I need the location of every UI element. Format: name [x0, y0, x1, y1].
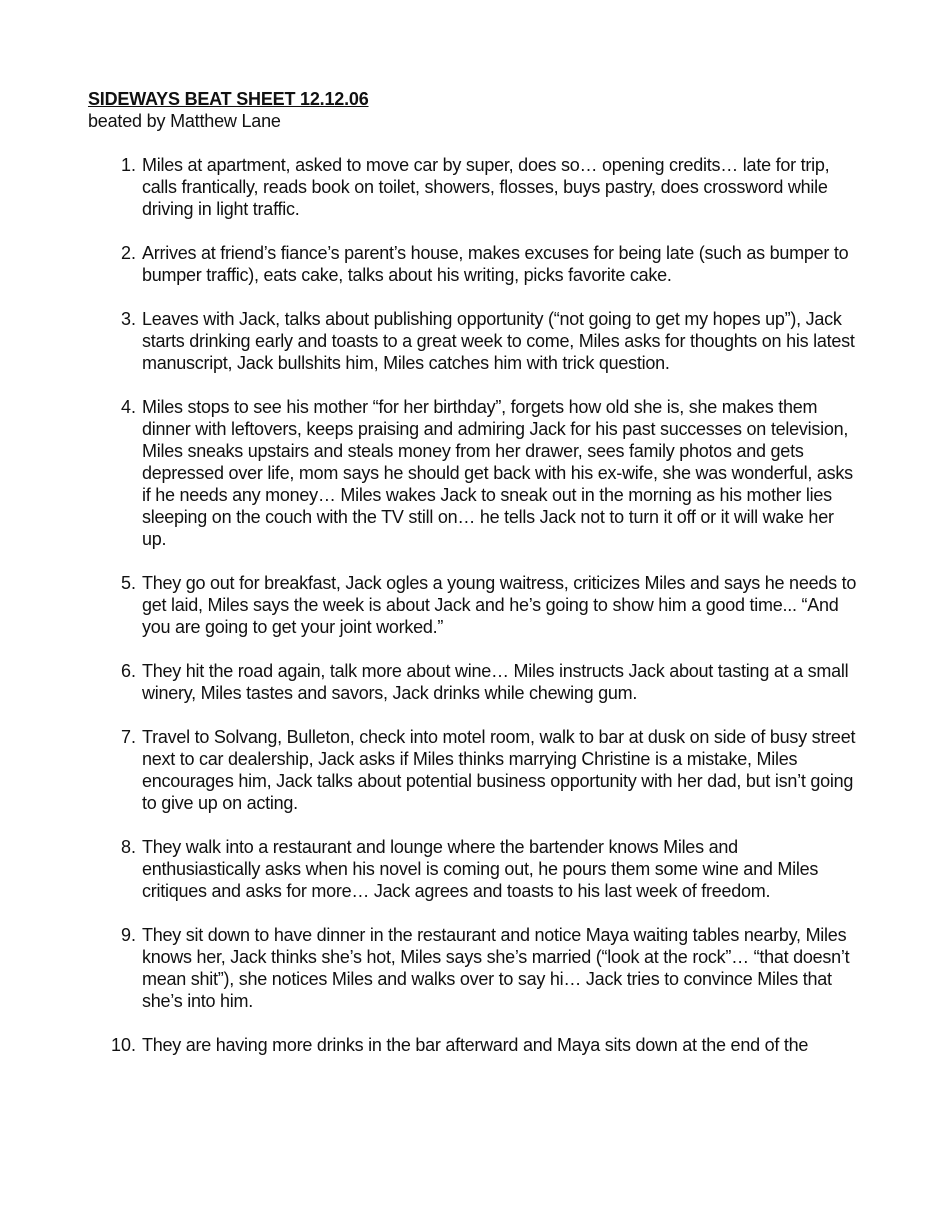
beat-number: 3.	[120, 309, 136, 329]
beat-item	[0, 396, 937, 550]
beat-number: 10.	[110, 1035, 136, 1055]
beat-item	[0, 726, 937, 814]
beat-number: 1.	[120, 155, 136, 175]
beat-item	[0, 154, 937, 220]
beat-item	[0, 572, 937, 638]
beat-number: 6.	[120, 661, 136, 681]
document-header	[88, 88, 369, 132]
beat-text: Miles at apartment, asked to move car by super, does so… opening credits… late for trip, calls frantically, reads book on toilet, showers, flosses, buys pastry, does crossword while driving in light traffic.	[142, 155, 830, 219]
beat-number: 4.	[120, 397, 136, 417]
beat-number: 9.	[120, 925, 136, 945]
beat-number: 2.	[120, 243, 136, 263]
beat-text: They are having more drinks in the bar afterward and Maya sits down at the end of the	[142, 1035, 809, 1055]
beat-list	[0, 154, 937, 1078]
beat-item	[0, 1034, 937, 1056]
beat-item	[0, 924, 937, 1012]
document-byline: beated by Matthew Lane	[88, 111, 281, 131]
beat-item	[0, 836, 937, 902]
beat-text: Leaves with Jack, talks about publishing opportunity (“not going to get my hopes up”), Jack starts drinking early and toasts to a great week to come, Miles asks for thoughts on his latest manuscript, Jack bullshits him, Miles catches him with trick question.	[142, 309, 855, 373]
beat-item	[0, 308, 937, 374]
beat-text: They go out for breakfast, Jack ogles a young waitress, criticizes Miles and says he needs to get laid, Miles says the week is about Jack and he’s going to show him a good time... “And you are going to get your joint worked.”	[142, 573, 857, 637]
beat-text: They hit the road again, talk more about wine… Miles instructs Jack about tasting at a small winery, Miles tastes and savors, Jack drinks while chewing gum.	[142, 661, 849, 703]
beat-text: Miles stops to see his mother “for her birthday”, forgets how old she is, she makes them dinner with leftovers, keeps praising and admiring Jack for his past successes on television, Miles sneaks upstairs and steals money from her drawer, sees family photos and gets depressed over life, mom says he should get back with his ex-wife, she was wonderful, asks if he needs any money… Miles wakes Jack to sneak out in the morning as his mother lies sleeping on the couch with the TV still on… he tells Jack not to turn it off or it will wake her up.	[142, 397, 853, 549]
beat-number: 7.	[120, 727, 136, 747]
beat-number: 5.	[120, 573, 136, 593]
beat-text: They walk into a restaurant and lounge where the bartender knows Miles and enthusiastically asks when his novel is coming out, he pours them some wine and Miles critiques and asks for more… Jack agrees and toasts to his last week of freedom.	[142, 837, 819, 901]
document-title: SIDEWAYS BEAT SHEET 12.12.06	[88, 89, 369, 109]
beat-text: Travel to Solvang, Bulleton, check into motel room, walk to bar at dusk on side of busy street next to car dealership, Jack asks if Miles thinks marrying Christine is a mistake, Miles encourages him, Jack talks about potential business opportunity with her dad, but isn’t going to give up on acting.	[142, 727, 856, 813]
beat-item	[0, 242, 937, 286]
beat-text: Arrives at friend’s fiance’s parent’s house, makes excuses for being late (such as bumper to bumper traffic), eats cake, talks about his writing, picks favorite cake.	[142, 243, 849, 285]
beat-item	[0, 660, 937, 704]
beat-text: They sit down to have dinner in the restaurant and notice Maya waiting tables nearby, Miles knows her, Jack thinks she’s hot, Miles says she’s married (“look at the rock”… “that doesn’t mean shit”), she notices Miles and walks over to say hi… Jack tries to convince Miles that she’s into him.	[142, 925, 850, 1011]
beat-number: 8.	[120, 837, 136, 857]
